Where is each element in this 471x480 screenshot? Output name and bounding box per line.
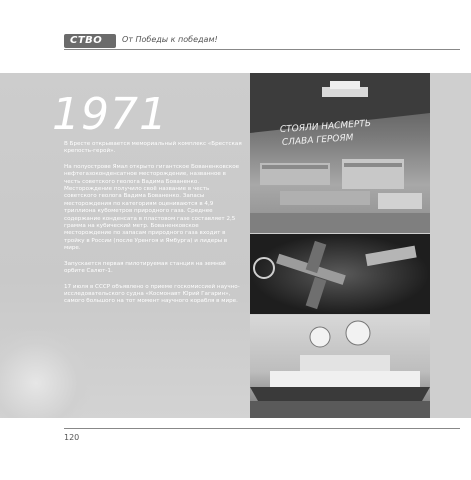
logo-text: CTBO <box>70 35 103 46</box>
brest-memorial-photo <box>250 73 430 233</box>
research-ship-photo <box>250 315 430 418</box>
publisher-logo <box>64 34 116 48</box>
caption-glory: СЛАВА ГЕРОЯМ <box>281 133 354 149</box>
content-panel <box>0 73 471 418</box>
faded-sculpture-image <box>0 331 90 418</box>
year-heading: 1971 <box>52 89 168 140</box>
salyut-station-photo <box>250 234 430 314</box>
paragraph-bovanenkovo: На полуострове Ямал открыто гигантское Бованенковское нефтегазоконденсатное месторождение, названное в честь советского геолога Вадима Бованенко. Месторождение получило своё название в честь советского геолога Вадима Бованенко. Запасы месторождения по категориям оцениваются в 4,9 триллиона кубометров природного газа. Среднее содержание конденсата в пластовом газе составляет 2,5 грамма на кубический метр. Бованенковское месторождение по запасам природного газа входит в тройку в России (после Уренгоя и Ямбурга) и лидеры в мире. <box>64 163 240 252</box>
header-tagline: От Победы к победам! <box>122 35 218 44</box>
page-header <box>64 33 460 49</box>
paragraph-brest: В Бресте открывается мемориальный комплекс «Брестская крепость-герой». <box>64 141 242 155</box>
body-text <box>64 141 242 314</box>
page-number: 120 <box>64 433 80 442</box>
footer-divider <box>64 428 460 429</box>
paragraph-gagarin-ship: 17 июля в СССР объявлено о приеме госкомиссией научно-исследовательского судна «Космонавт Юрий Гагарин», самого большого на тот момент научного корабля в мире. <box>64 283 240 305</box>
paragraph-salyut: Запускается первая пилотируемая станция на земной орбите Салют-1. <box>64 260 226 275</box>
caption-stood: СТОЯЛИ НАСМЕРТЬ <box>279 118 372 136</box>
header-divider <box>64 49 460 50</box>
